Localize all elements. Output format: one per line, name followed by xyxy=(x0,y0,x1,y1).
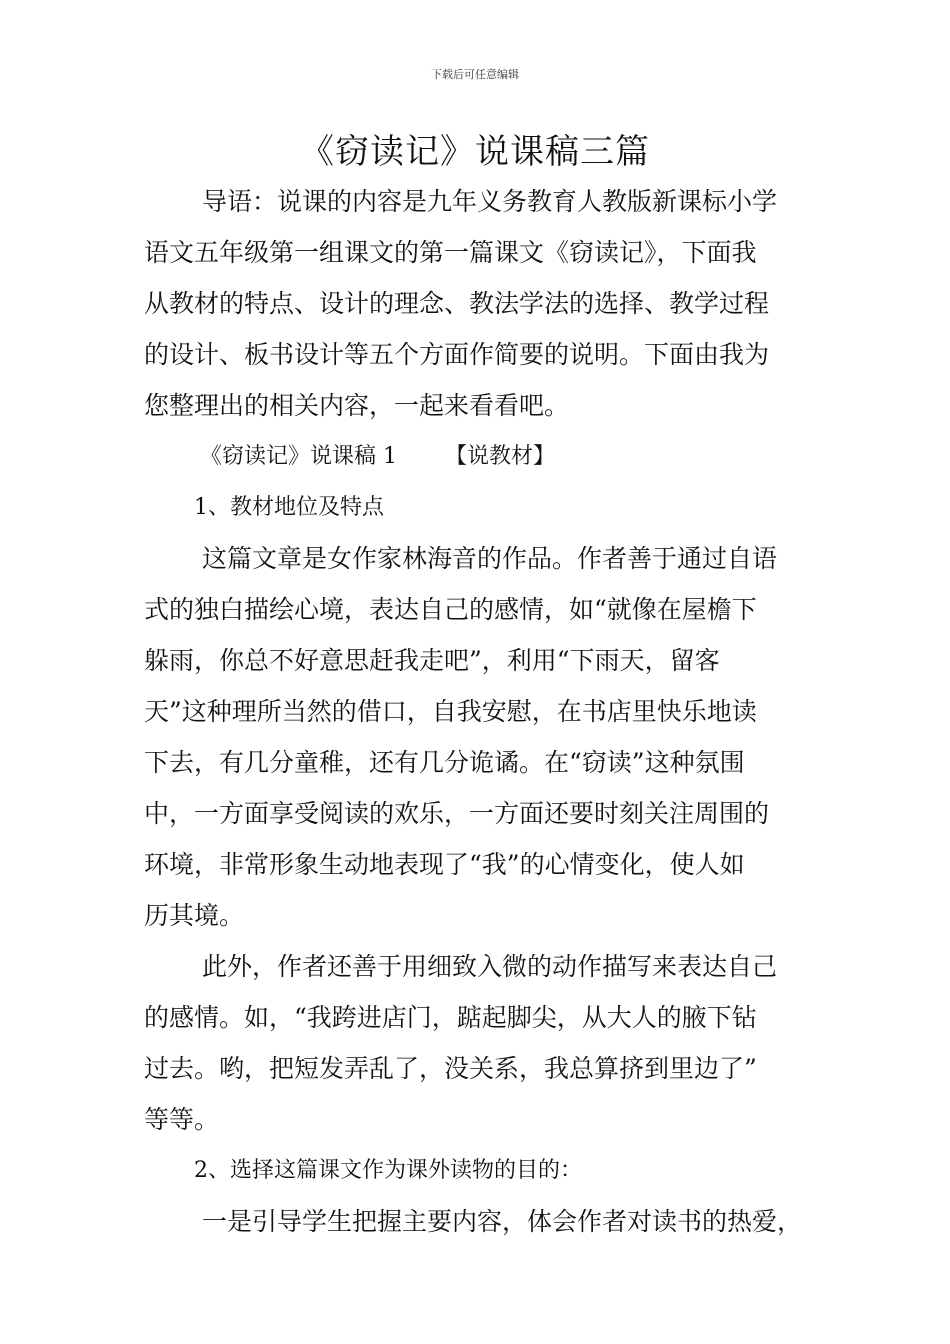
paragraph-line: 这篇文章是女作家林海音的作品。作者善于通过自语 xyxy=(202,544,778,573)
paragraph-line: 环境，非常形象生动地表现了“我”的心情变化，使人如 xyxy=(144,850,745,879)
paragraph-line: 中，一方面享受阅读的欢乐，一方面还要时刻关注周围的 xyxy=(144,799,770,828)
intro-line: 您整理出的相关内容，一起来看看吧。 xyxy=(144,391,570,420)
header-note: 下载后可任意编辑 xyxy=(431,68,519,81)
paragraph-2 xyxy=(144,941,816,1145)
document-title: 《窃读记》说课稿三篇 xyxy=(300,132,650,172)
paragraph-line: 等等。 xyxy=(144,1105,220,1134)
paragraph-line: 躲雨，你总不好意思赶我走吧”，利用“下雨天，留客 xyxy=(144,646,720,675)
section-title-row xyxy=(144,431,816,482)
intro-paragraph xyxy=(144,176,816,431)
paragraph-line: 式的独白描绘心境，表达自己的感情，如“就像在屋檐下 xyxy=(144,595,757,624)
subheading-1: 1、教材地位及特点 xyxy=(194,495,384,520)
intro-line: 导语：说课的内容是九年义务教育人教版新课标小学 xyxy=(202,187,778,216)
paragraph-line: 的感情。如，“我跨进店门，踮起脚尖，从大人的腋下钻 xyxy=(144,1003,757,1032)
paragraph-line: 过去。哟，把短发弄乱了，没关系，我总算挤到里边了” xyxy=(144,1054,757,1083)
paragraph-line: 此外，作者还善于用细致入微的动作描写来表达自己 xyxy=(202,952,778,981)
paragraph-line: 天”这种理所当然的借口，自我安慰，在书店里快乐地读 xyxy=(144,697,757,726)
paragraph-line: 下去，有几分童稚，还有几分诡谲。在“窃读”这种氛围 xyxy=(144,748,745,777)
document-body xyxy=(144,176,816,1247)
paragraph-line: 历其境。 xyxy=(144,901,245,930)
paragraph-line: 一是引导学生把握主要内容，体会作者对读书的热爱， xyxy=(202,1207,803,1236)
paragraph-1 xyxy=(144,533,816,941)
intro-line: 语文五年级第一组课文的第一篇课文《窃读记》，下面我 xyxy=(144,238,757,267)
subheading-2: 2、选择这篇课文作为课外读物的目的： xyxy=(194,1158,582,1183)
paragraph-3 xyxy=(144,1196,816,1247)
intro-line: 的设计、板书设计等五个方面作简要的说明。下面由我为 xyxy=(144,340,770,369)
intro-line: 从教材的特点、设计的理念、教法学法的选择、教学过程 xyxy=(144,289,770,318)
section-heading: 【说教材】 xyxy=(445,444,556,469)
section-doc-title: 《窃读记》说课稿 1 xyxy=(200,444,397,469)
